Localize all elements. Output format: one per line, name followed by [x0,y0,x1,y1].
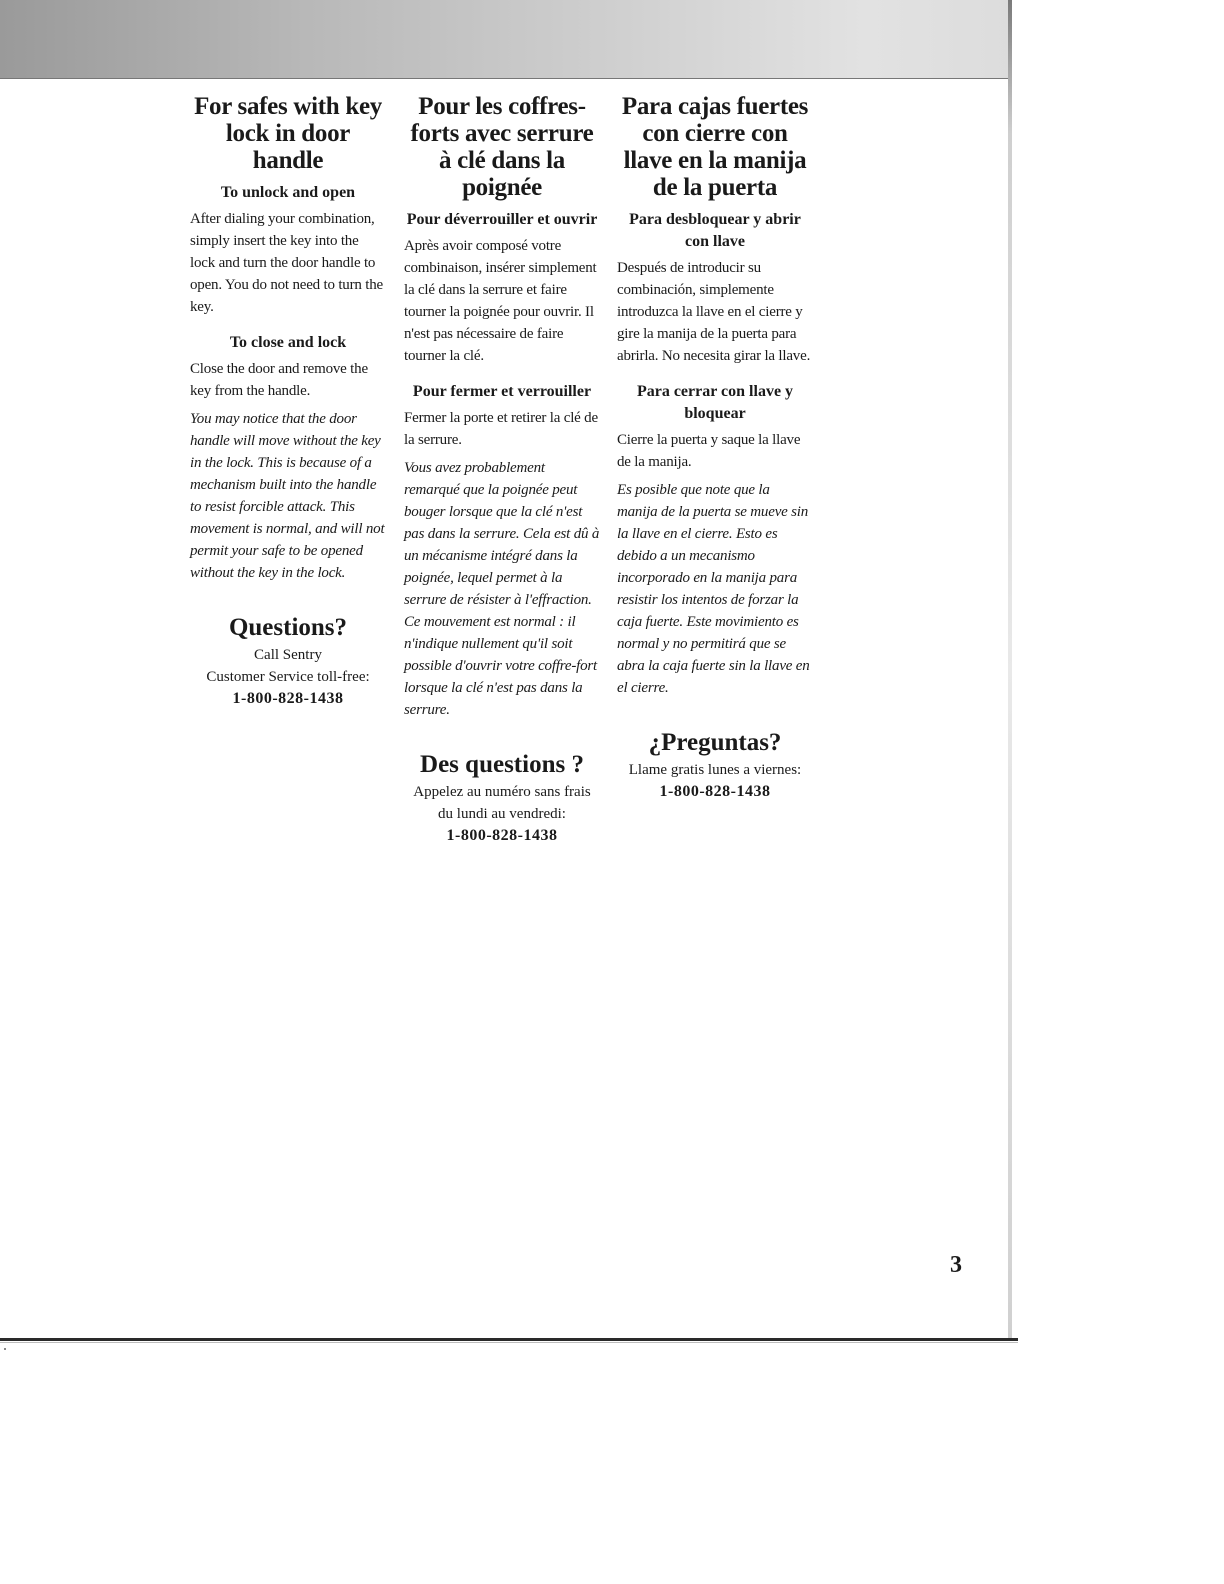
english-questions-line2: Customer Service toll-free: [206,669,370,685]
spanish-close-text: Cierre la puerta y saque la llave de la manija. [617,432,801,470]
french-phone: 1-800-828-1438 [446,827,558,844]
spanish-note: Es posible que note que la manija de la puerta se mueve sin la llave en el cierre. Esto es debido a un mecanismo incorporado en la manija para resistir los intentos de forzar la caja fuerte. Este movimiento es normal y no permitirá que se abra la caja fuerte sin la llave en el cierre. [617,482,810,696]
spanish-close-heading: Para cerrar con llave y bloquear [636,383,794,422]
english-questions-block [190,614,386,710]
french-questions-heading: Des questions ? [420,751,584,778]
spanish-title: Para cajas fuertes con cierre con llave en la manija de la puerta [621,93,809,201]
spanish-unlock-text: Después de introducir su combinación, simplemente introduzca la llave en el cierre y gire la manija de la puerta para abrirla. No necesita girar la llave. [617,260,811,364]
bottom-rule [0,1338,1018,1341]
scan-top-band [0,0,1018,79]
english-note: You may notice that the door handle will move without the key in the lock. This is because of a mechanism built into the handle to resist forcible attack. This movement is normal, and will not permit your safe to be opened without the key in the lock. [190,411,385,581]
english-phone: 1-800-828-1438 [232,690,344,707]
english-unlock-heading: To unlock and open [220,184,356,201]
french-questions-line1: Appelez au numéro sans frais [413,784,591,800]
english-questions-heading: Questions? [228,614,348,641]
french-note: Vous avez probablement remarqué que la poignée peut bouger lorsque que la clé n'est pas dans la serrure. Cela est dû à un mécanisme intégré dans la poignée, lequel permet à la serrure de résister à l'effraction. Ce mouvement est normal : il n'indique nullement qu'il soit possible d'ouvrir votre coffre-fort lorsque la clé n'est pas dans la serrure. [404,460,600,718]
spanish-questions-heading: ¿Preguntas? [648,729,782,756]
english-close-text: Close the door and remove the key from the handle. [190,361,368,399]
page-number: 3 [950,1252,962,1278]
scan-speck [4,1348,6,1350]
english-title: For safes with key lock in door handle [194,93,382,174]
french-title: Pour les coffres-forts avec serrure à clé dans la poignée [410,93,594,201]
scan-right-margin [1012,0,1224,1584]
english-column [190,93,386,710]
spanish-questions-block [617,729,813,803]
french-unlock-text: Après avoir composé votre combinaison, insérer simplement la clé dans la serrure et faire tourner la poignée pour ouvrir. Il n'est pas nécessaire de faire tourner la clé. [404,238,597,364]
french-unlock-heading: Pour déverrouiller et ouvrir [406,211,598,228]
spanish-phone: 1-800-828-1438 [659,783,771,800]
english-unlock-text: After dialing your combination, simply insert the key into the lock and turn the door handle to open. You do not need to turn the key. [190,211,383,315]
french-close-text: Fermer la porte et retirer la clé de la serrure. [404,410,598,448]
french-close-heading: Pour fermer et verrouiller [412,383,592,400]
french-questions-line2: du lundi au vendredi: [438,806,566,822]
french-column [404,93,600,847]
bottom-rule-shadow [0,1342,1018,1343]
english-close-heading: To close and lock [229,334,347,351]
spanish-questions-line1: Llame gratis lunes a viernes: [628,762,802,778]
spanish-unlock-heading: Para desbloquear y abrir con llave [629,211,801,250]
french-questions-block [404,751,600,847]
english-questions-line1: Call Sentry [254,647,322,663]
spanish-column [617,93,813,803]
